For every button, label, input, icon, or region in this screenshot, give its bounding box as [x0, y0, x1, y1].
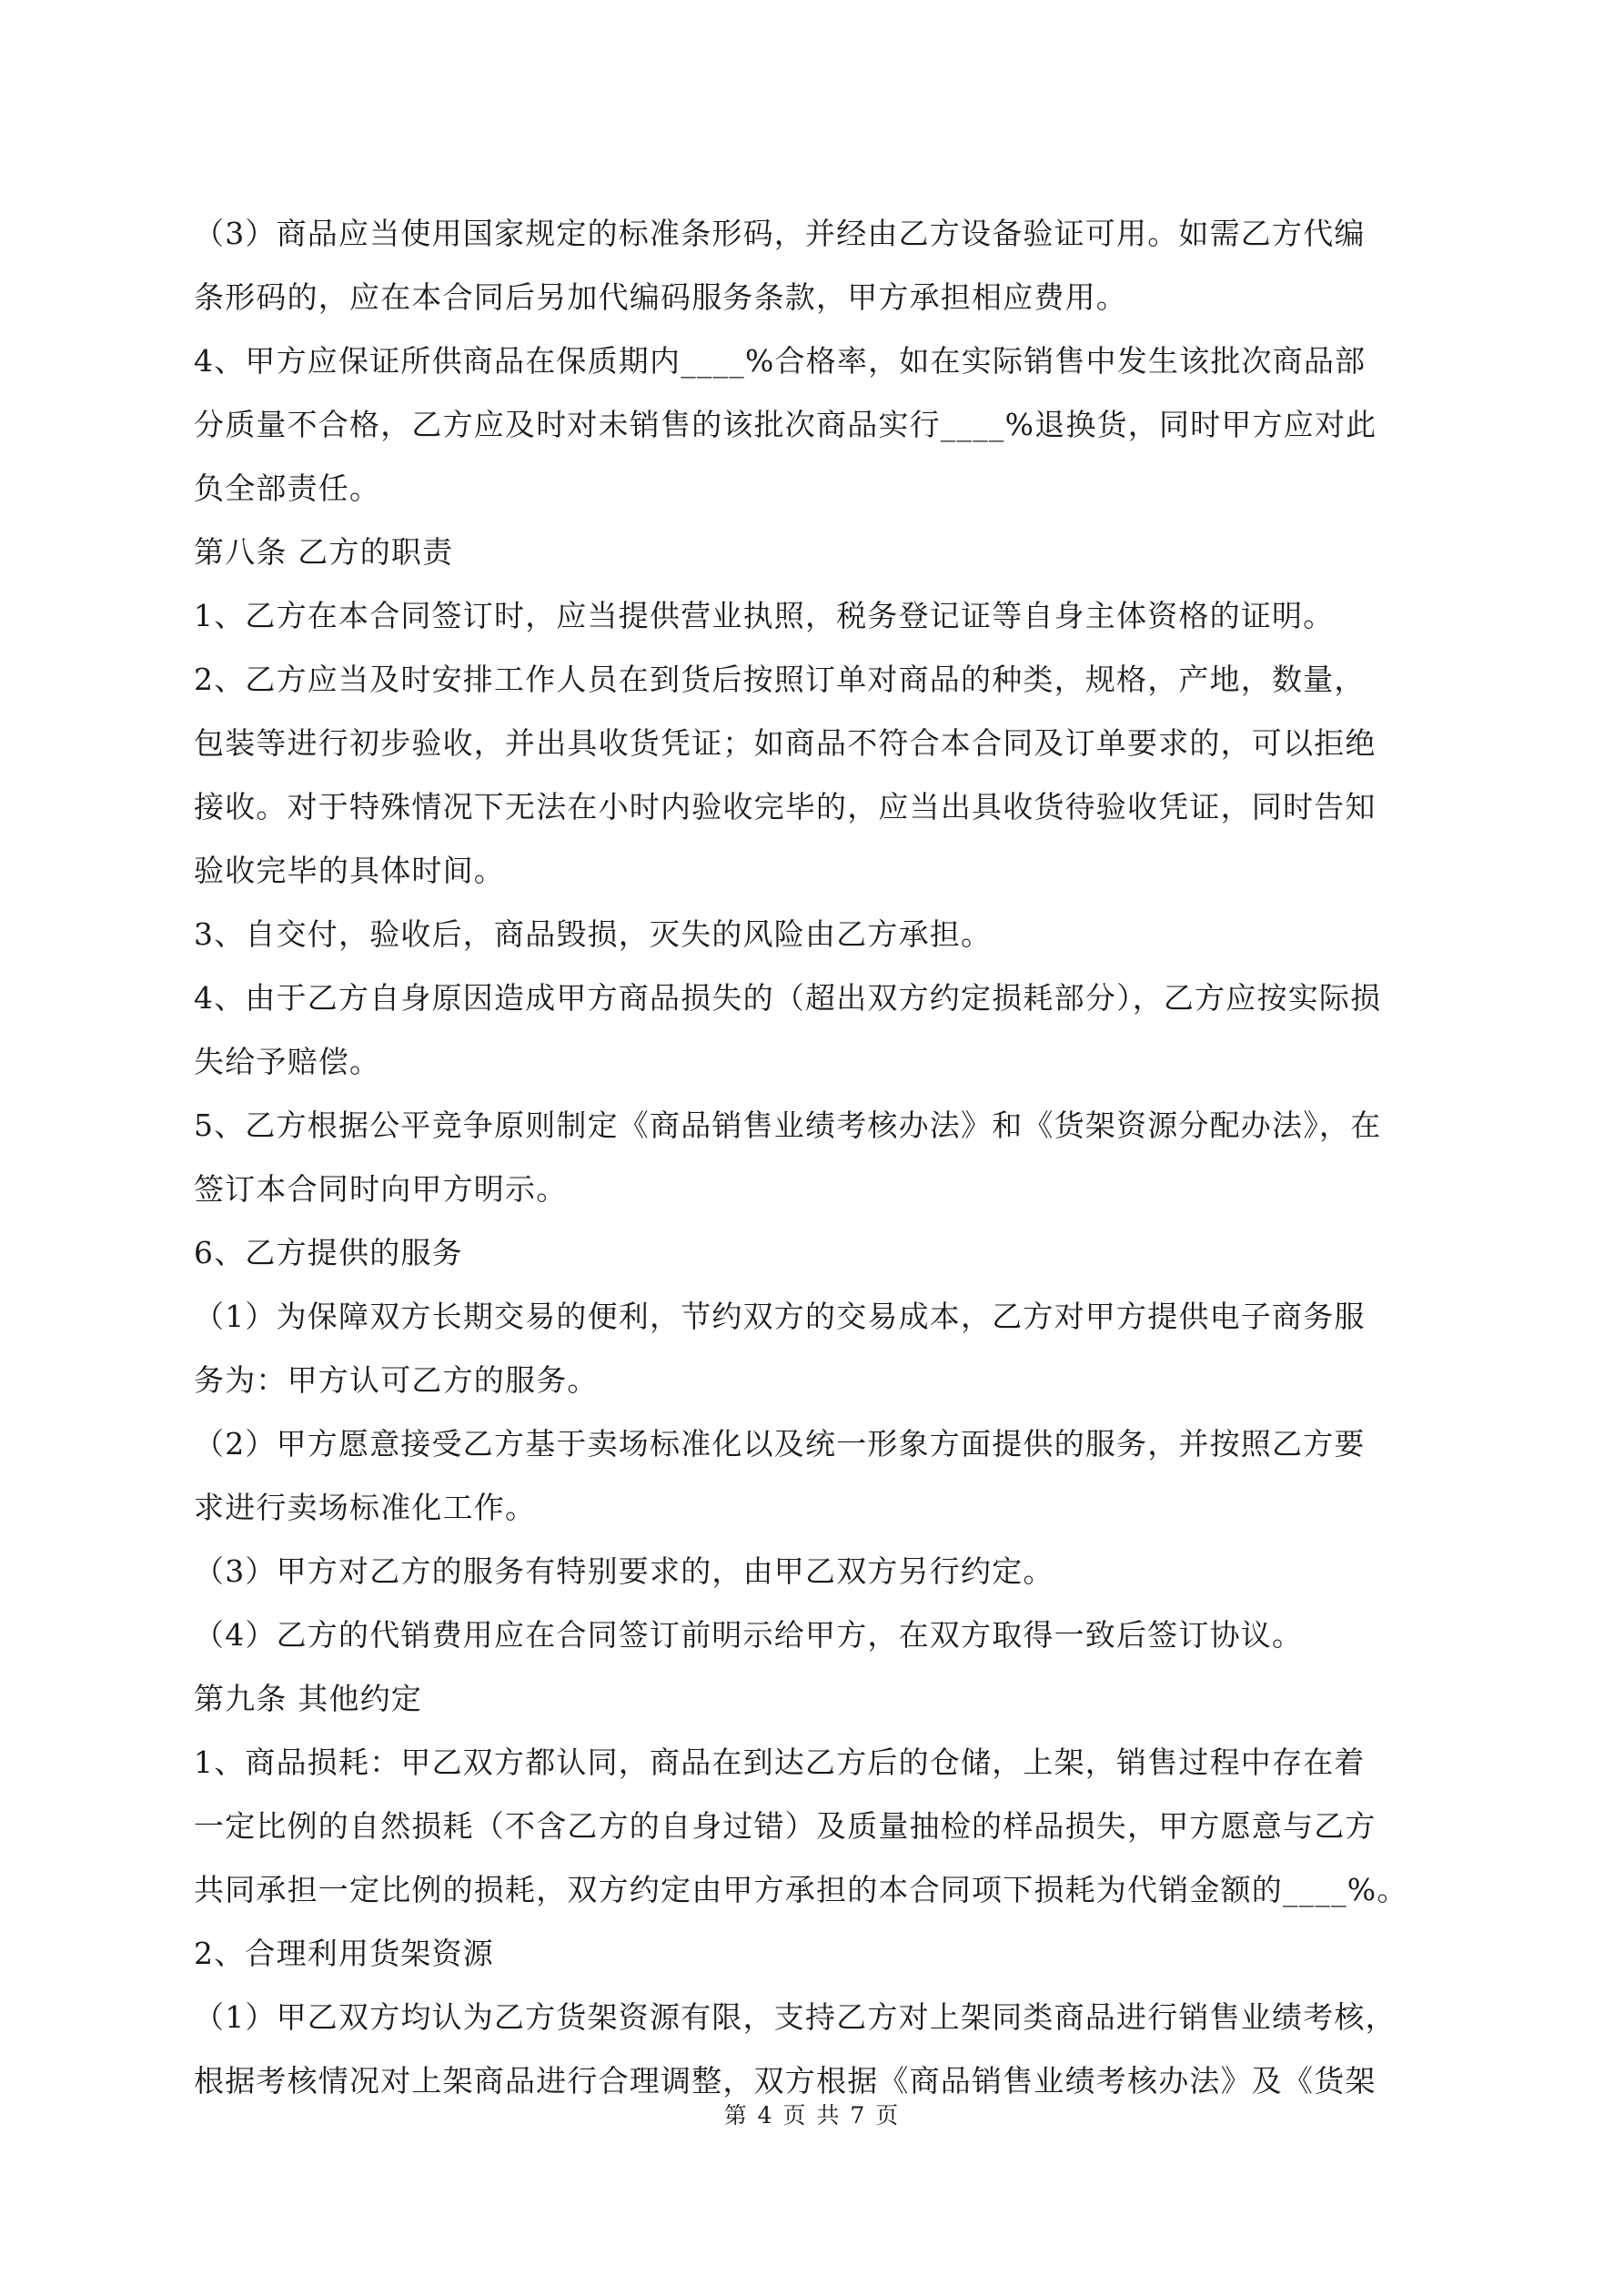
- text-line: 4、由于乙方自身原因造成甲方商品损失的（超出双方约定损耗部分），乙方应按实际损: [194, 980, 1382, 1016]
- document-body: [194, 202, 1442, 2113]
- text-line: 负全部责任。: [194, 470, 381, 506]
- text-line: （4）乙方的代销费用应在合同签订前明示给甲方，在双方取得一致后签订协议。: [194, 1617, 1304, 1653]
- text-line: （2）甲方愿意接受乙方基于卖场标准化以及统一形象方面提供的服务，并按照乙方要: [194, 1426, 1366, 1462]
- text-line: 6、乙方提供的服务: [194, 1235, 463, 1270]
- text-line: 失给予赔偿。: [194, 1044, 381, 1079]
- text-line: 2、合理利用货架资源: [194, 1936, 494, 1971]
- text-line: 2、乙方应当及时安排工作人员在到货后按照订单对商品的种类，规格，产地，数量，: [194, 662, 1366, 697]
- text-line: （3）商品应当使用国家规定的标准条形码，并经由乙方设备验证可用。如需乙方代编: [194, 216, 1366, 251]
- text-line: 包装等进行初步验收，并出具收货凭证；如商品不符合本合同及订单要求的，可以拒绝: [194, 725, 1377, 761]
- text-line: 3、自交付，验收后，商品毁损，灭失的风险由乙方承担。: [194, 916, 993, 952]
- text-line: 签订本合同时向甲方明示。: [194, 1171, 568, 1207]
- text-line: 根据考核情况对上架商品进行合理调整，双方根据《商品销售业绩考核办法》及《货架: [194, 2063, 1377, 2099]
- text-line: 4、甲方应保证所供商品在保质期内____%合格率，如在实际销售中发生该批次商品部: [194, 343, 1367, 379]
- text-line: （1）甲乙双方均认为乙方货架资源有限，支持乙方对上架同类商品进行销售业绩考核，: [194, 1999, 1397, 2035]
- text-line: 求进行卖场标准化工作。: [194, 1490, 537, 1525]
- text-line: 5、乙方根据公平竞争原则制定《商品销售业绩考核办法》和《货架资源分配办法》，在: [194, 1108, 1382, 1143]
- text-line: （3）甲方对乙方的服务有特别要求的，由甲乙双方另行约定。: [194, 1553, 1054, 1589]
- text-line: 分质量不合格，乙方应及时对未销售的该批次商品实行____%退换货，同时甲方应对此: [194, 407, 1377, 442]
- text-line: （1）为保障双方长期交易的便利，节约双方的交易成本，乙方对甲方提供电子商务服: [194, 1299, 1366, 1334]
- section-heading: 第九条 其他约定: [194, 1681, 423, 1716]
- text-line: 1、乙方在本合同签订时，应当提供营业执照，税务登记证等自身主体资格的证明。: [194, 598, 1335, 633]
- text-line: 共同承担一定比例的损耗，双方约定由甲方承担的本合同项下损耗为代销金额的____%。: [194, 1872, 1408, 1907]
- text-line: 接收。对于特殊情况下无法在小时内验收完毕的，应当出具收货待验收凭证，同时告知: [194, 789, 1377, 824]
- page-number-footer: 第 4 页 共 7 页: [723, 2102, 901, 2129]
- text-line: 验收完毕的具体时间。: [194, 853, 505, 888]
- text-line: 1、商品损耗：甲乙双方都认同，商品在到达乙方后的仓储，上架，销售过程中存在着: [194, 1745, 1366, 1780]
- text-line: 务为：甲方认可乙方的服务。: [194, 1362, 599, 1398]
- text-line: 条形码的，应在本合同后另加代编码服务条款，甲方承担相应费用。: [194, 279, 1127, 315]
- section-heading: 第八条 乙方的职责: [194, 534, 454, 570]
- text-line: 一定比例的自然损耗（不含乙方的自身过错）及质量抽检的样品损失，甲方愿意与乙方: [194, 1808, 1377, 1844]
